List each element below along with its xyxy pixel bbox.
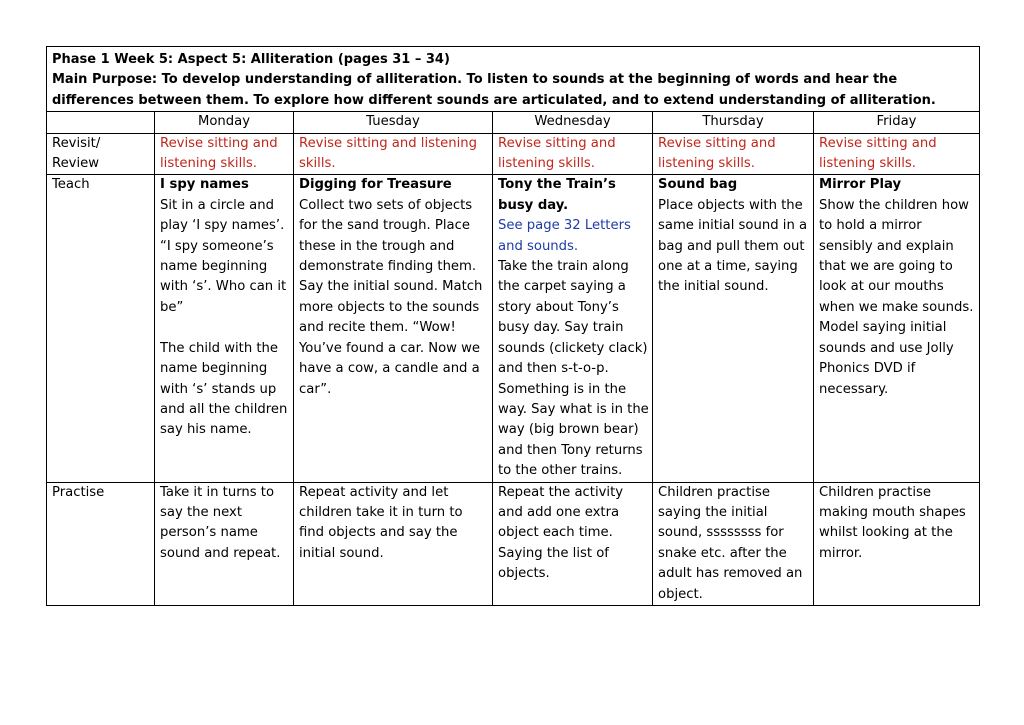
revisit-tuesday: Revise sitting and listening skills. bbox=[294, 133, 493, 175]
teach-thursday bbox=[653, 175, 814, 482]
day-header-row bbox=[47, 112, 980, 133]
teach-monday bbox=[155, 175, 294, 482]
activity-description: Place objects with the same initial sound in a bag and pull them out one at a time, saying the initial sound. bbox=[658, 197, 808, 295]
revisit-row bbox=[47, 133, 980, 175]
day-header-thursday: Thursday bbox=[653, 112, 814, 133]
plan-header bbox=[47, 47, 980, 112]
activity-title: Digging for Treasure bbox=[299, 177, 452, 193]
practise-wednesday: Repeat the activity and add one extra object each time. Saying the list of objects. bbox=[493, 482, 653, 605]
practise-friday: Children practise making mouth shapes whilst looking at the mirror. bbox=[814, 482, 980, 605]
header-row bbox=[47, 47, 980, 112]
teach-wednesday bbox=[493, 175, 653, 482]
revisit-friday: Revise sitting and listening skills. bbox=[814, 133, 980, 175]
day-header-friday: Friday bbox=[814, 112, 980, 133]
practise-row bbox=[47, 482, 980, 605]
plan-title: Phase 1 Week 5: Aspect 5: Alliteration (pages 31 – 34) bbox=[52, 52, 450, 67]
revisit-monday: Revise sitting and listening skills. bbox=[155, 133, 294, 175]
activity-title: Mirror Play bbox=[819, 177, 902, 193]
practise-monday: Take it in turns to say the next person’s name sound and repeat. bbox=[155, 482, 294, 605]
activity-title: I spy names bbox=[160, 177, 249, 193]
activity-description: Show the children how to hold a mirror sensibly and explain that we are going to look at our mouths when we make sounds. Model saying initial sounds and use Jolly Phonics DVD if necessary. bbox=[819, 197, 974, 397]
activity-title: Tony the Train’s busy day. bbox=[498, 177, 616, 213]
teach-row bbox=[47, 175, 980, 482]
activity-description: Collect two sets of objects for the sand trough. Place these in the trough and demonstrate finding them. Say the initial sound. Match more objects to the sounds and recite them. “Wow! You’ve found a car. Now we have a cow, a candle and a car”. bbox=[299, 197, 483, 397]
day-header-wednesday: Wednesday bbox=[493, 112, 653, 133]
empty-corner-cell bbox=[47, 112, 155, 133]
revisit-wednesday: Revise sitting and listening skills. bbox=[493, 133, 653, 175]
activity-title: Sound bag bbox=[658, 177, 738, 193]
row-label-practise: Practise bbox=[47, 482, 155, 605]
lesson-plan-page bbox=[46, 46, 979, 606]
reference-link[interactable]: See page 32 Letters and sounds. bbox=[498, 218, 631, 254]
teach-friday bbox=[814, 175, 980, 482]
revisit-thursday: Revise sitting and listening skills. bbox=[653, 133, 814, 175]
practise-thursday: Children practise saying the initial sound, ssssssss for snake etc. after the adult has removed an object. bbox=[653, 482, 814, 605]
activity-description: Take the train along the carpet saying a story about Tony’s busy day. Say train sounds (clickety clack) and then s-t-o-p. Something is in the way. Say what is in the way (big brown bear) and then Tony returns to the other trains. bbox=[498, 259, 649, 479]
teach-tuesday bbox=[294, 175, 493, 482]
activity-description: Sit in a circle and play ‘I spy names’. “I spy someone’s name beginning with ‘s’. Who can it be” The child with the name beginning with ‘s’ stands up and all the children say his name. bbox=[160, 197, 288, 438]
row-label-teach: Teach bbox=[47, 175, 155, 482]
day-header-monday: Monday bbox=[155, 112, 294, 133]
main-purpose: Main Purpose: To develop understanding of alliteration. To listen to sounds at the beginning of words and hear the differences between them. To explore how different sounds are articulated, and to extend understanding of alliteration. bbox=[52, 72, 936, 108]
day-header-tuesday: Tuesday bbox=[294, 112, 493, 133]
practise-tuesday: Repeat activity and let children take it in turn to find objects and say the initial sound. bbox=[294, 482, 493, 605]
row-label-revisit: Revisit/ Review bbox=[47, 133, 155, 175]
lesson-plan-table bbox=[46, 46, 980, 606]
